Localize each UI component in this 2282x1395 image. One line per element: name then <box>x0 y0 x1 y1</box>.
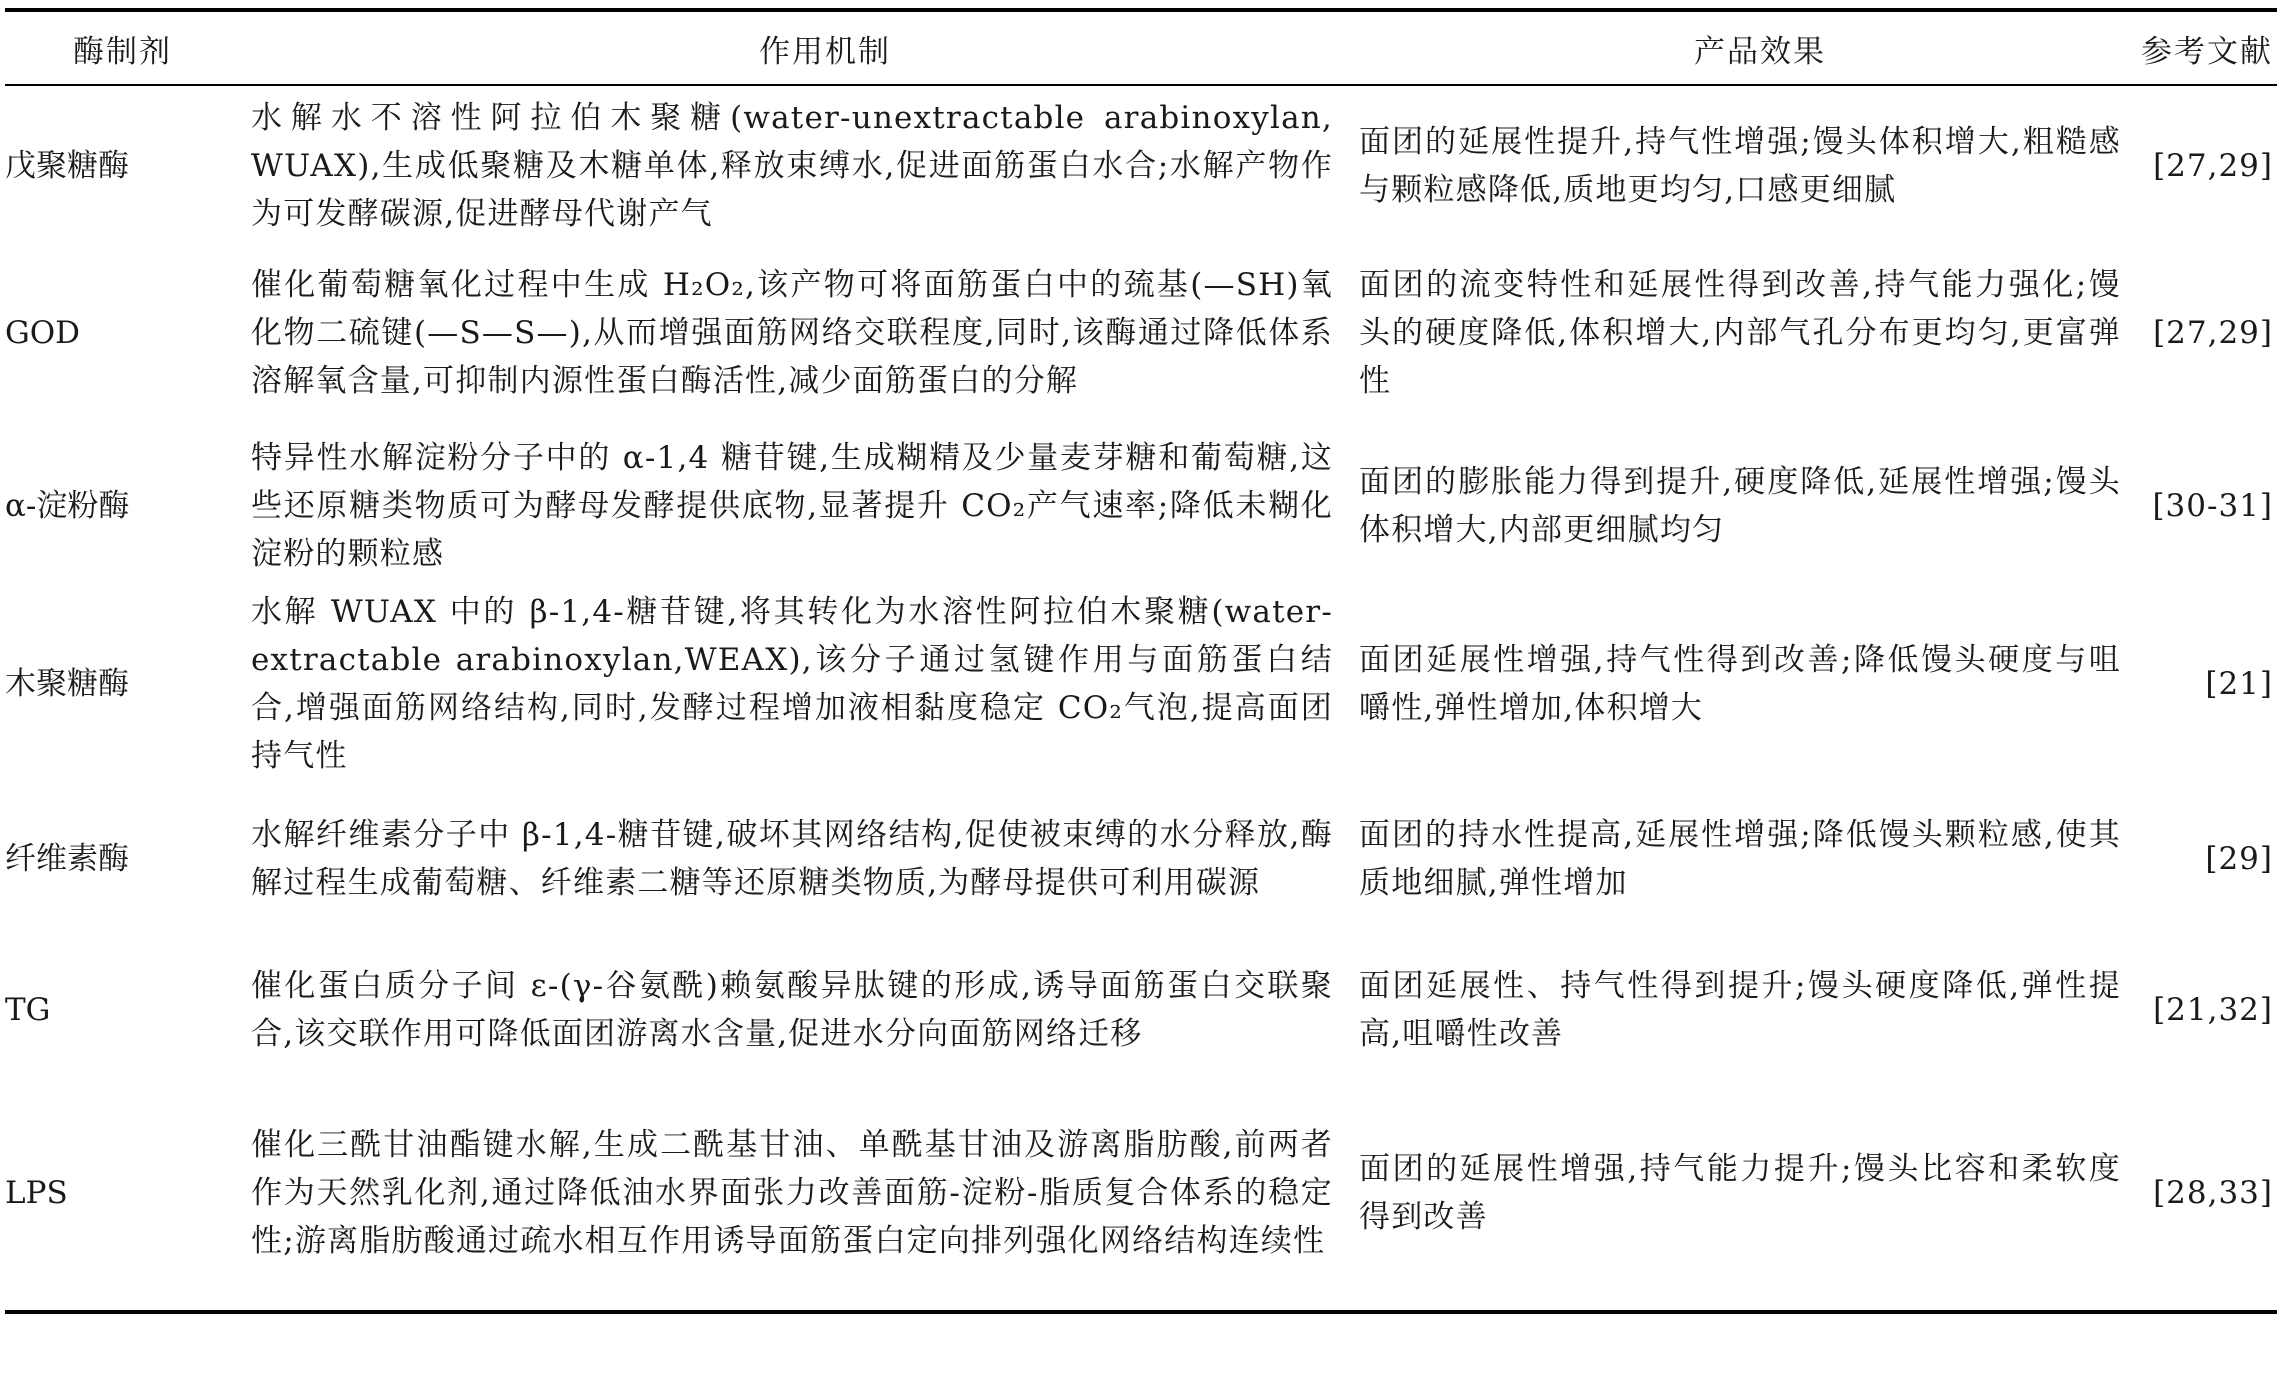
header-reference: 参考文献 <box>2141 33 2273 70</box>
effect-cell: 面团延展性增强,持气性得到改善;降低馒头硬度与咀嚼性,弹性增加,体积增大 <box>1359 642 2121 726</box>
bottom-rule <box>5 1310 2277 1314</box>
effect-cell: 面团延展性、持气性得到提升;馒头硬度降低,弹性提高,咀嚼性改善 <box>1359 968 2121 1052</box>
table-row <box>5 934 2277 1086</box>
table-row <box>5 238 2277 428</box>
effect-cell: 面团的流变特性和延展性得到改善,持气能力强化;馒头的硬度降低,体积增大,内部气孔分布更均匀,更富弹性 <box>1359 267 2121 399</box>
mechanism-cell: 水解纤维素分子中 β-1,4-糖苷键,破坏其网络结构,促使被束缚的水分释放,酶解过程生成葡萄糖、纤维素二糖等还原糖类物质,为酵母提供可利用碳源 <box>251 817 1333 901</box>
mechanism-cell: 水解 WUAX 中的 β-1,4-糖苷键,将其转化为水溶性阿拉伯木聚糖(water-extractable arabinoxylan,WEAX),该分子通过氢键作用与面筋蛋白结合,增强面筋网络结构,同时,发酵过程增加液相黏度稳定 CO₂气泡,提高面团持气性 <box>251 594 1333 774</box>
table-row <box>5 1086 2277 1300</box>
reference-cell: [30-31] <box>2152 488 2273 524</box>
effect-cell: 面团的延展性增强,持气能力提升;馒头比容和柔软度得到改善 <box>1359 1151 2121 1235</box>
mechanism-cell: 催化蛋白质分子间 ε-(γ-谷氨酰)赖氨酸异肽键的形成,诱导面筋蛋白交联聚合,该交联作用可降低面团游离水含量,促进水分向面筋网络迁移 <box>251 968 1333 1052</box>
enzyme-cell: α-淀粉酶 <box>5 488 130 524</box>
reference-cell: [27,29] <box>2153 315 2273 351</box>
reference-cell: [21] <box>2205 666 2273 702</box>
table-row <box>5 94 2277 238</box>
enzyme-cell: LPS <box>5 1175 68 1211</box>
effect-cell: 面团的延展性提升,持气性增强;馒头体积增大,粗糙感与颗粒感降低,质地更均匀,口感更细腻 <box>1359 124 2121 208</box>
mechanism-cell: 水解水不溶性阿拉伯木聚糖(water-unextractable arabinoxylan, WUAX),生成低聚糖及木糖单体,释放束缚水,促进面筋蛋白水合;水解产物作为可发酵碳源,促进酵母代谢产气 <box>251 100 1333 232</box>
reference-cell: [27,29] <box>2153 148 2273 184</box>
table-row <box>5 428 2277 584</box>
enzyme-cell: GOD <box>5 315 81 351</box>
effect-cell: 面团的膨胀能力得到提升,硬度降低,延展性增强;馒头体积增大,内部更细腻均匀 <box>1359 464 2121 548</box>
enzyme-table <box>5 8 2277 1314</box>
header-enzyme: 酶制剂 <box>73 33 172 70</box>
mechanism-cell: 催化三酰甘油酯键水解,生成二酰基甘油、单酰基甘油及游离脂肪酸,前两者作为天然乳化剂,通过降低油水界面张力改善面筋-淀粉-脂质复合体系的稳定性;游离脂肪酸通过疏水相互作用诱导面筋蛋白定向排列强化网络结构连续性 <box>251 1127 1333 1259</box>
effect-cell: 面团的持水性提高,延展性增强;降低馒头颗粒感,使其质地细腻,弹性增加 <box>1359 817 2121 901</box>
mechanism-cell: 催化葡萄糖氧化过程中生成 H₂O₂,该产物可将面筋蛋白中的巯基(—SH)氧化物二硫键(—S—S—),从而增强面筋网络交联程度,同时,该酶通过降低体系溶解氧含量,可抑制内源性蛋白酶活性,减少面筋蛋白的分解 <box>251 267 1333 399</box>
reference-cell: [29] <box>2205 841 2273 877</box>
enzyme-cell: TG <box>5 992 51 1028</box>
reference-cell: [21,32] <box>2153 992 2273 1028</box>
table-row <box>5 584 2277 784</box>
header-effect: 产品效果 <box>1694 33 1826 70</box>
table-header <box>5 12 2277 84</box>
reference-cell: [28,33] <box>2153 1175 2273 1211</box>
header-mechanism: 作用机制 <box>759 33 891 70</box>
enzyme-cell: 木聚糖酶 <box>5 666 129 702</box>
enzyme-cell: 纤维素酶 <box>5 841 129 877</box>
enzyme-cell: 戊聚糖酶 <box>5 148 129 184</box>
table-row <box>5 784 2277 934</box>
mechanism-cell: 特异性水解淀粉分子中的 α-1,4 糖苷键,生成糊精及少量麦芽糖和葡萄糖,这些还原糖类物质可为酵母发酵提供底物,显著提升 CO₂产气速率;降低未糊化淀粉的颗粒感 <box>251 440 1333 572</box>
table-body <box>5 86 2277 1310</box>
